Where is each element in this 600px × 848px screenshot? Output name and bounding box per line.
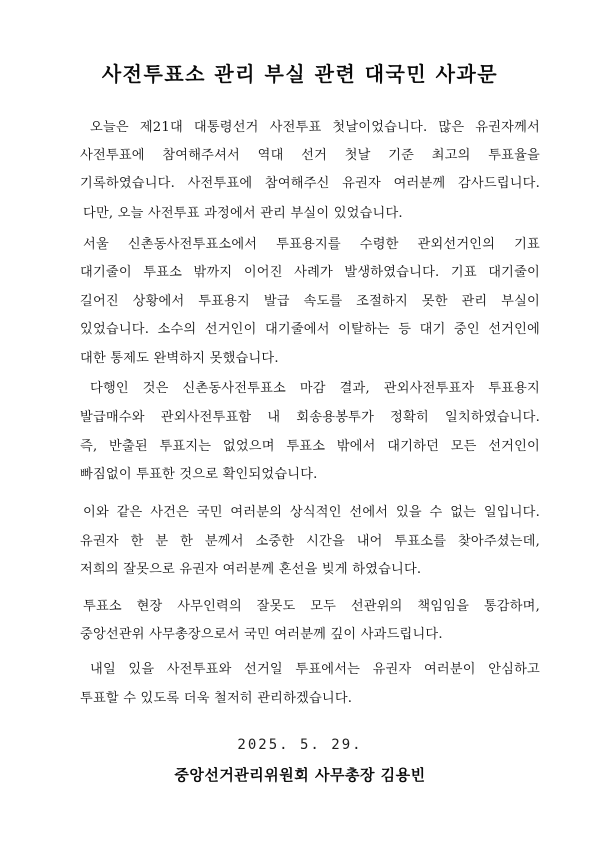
document-date: 2025. 5. 29. — [237, 737, 363, 753]
paragraph-3-line-5: 대한 통제도 완벽하지 못했습니다. — [80, 351, 279, 366]
paragraph-1-line-3: 기록하였습니다. 사전투표에 참여해주신 유권자 여러분께 감사드립니다. — [80, 176, 540, 191]
paragraph-1-line-1: 오늘은 제21대 대통령선거 사전투표 첫날이었습니다. 많은 유권자께서 — [90, 120, 540, 135]
paragraph-1-line-2: 사전투표에 참여해주셔서 역대 선거 첫날 기준 최고의 투표율을 — [80, 148, 540, 163]
document-title: 사전투표소 관리 부실 관련 대국민 사과문 — [101, 62, 499, 86]
paragraph-3-line-3: 길어진 상황에서 투표용지 발급 속도를 조절하지 못한 관리 부실이 — [80, 294, 540, 309]
paragraph-3-line-1: 서울 신촌동사전투표소에서 투표용지를 수령한 관외선거인의 기표 — [83, 237, 540, 252]
paragraph-7-line-2: 투표할 수 있도록 더욱 철저히 관리하겠습니다. — [80, 691, 353, 706]
paragraph-5-line-1: 이와 같은 사건은 국민 여러분의 상식적인 선에서 있을 수 없는 일입니다. — [83, 505, 540, 520]
paragraph-4-line-3: 즉, 반출된 투표지는 없었으며 투표소 밖에서 대기하던 모든 선거인이 — [80, 439, 540, 454]
paragraph-4-line-4: 빠짐없이 투표한 것으로 확인되었습니다. — [80, 467, 318, 482]
paragraph-6-line-2: 중앙선관위 사무총장으로서 국민 여러분께 깊이 사과드립니다. — [80, 627, 443, 642]
paragraph-5-line-3: 저희의 잘못으로 유권자 여러분께 혼선을 빚게 하였습니다. — [80, 562, 422, 577]
paragraph-4-line-2: 발급매수와 관외사전투표함 내 회송용봉투가 정확히 일치하였습니다. — [80, 410, 540, 425]
document-signature: 중앙선거관리위원회 사무총장 김용빈 — [174, 766, 426, 784]
paragraph-4-line-1: 다행인 것은 신촌동사전투표소 마감 결과, 관외사전투표자 투표용지 — [90, 381, 540, 396]
paragraph-7-line-1: 내일 있을 사전투표와 선거일 투표에서는 유권자 여러분이 안심하고 — [90, 662, 540, 677]
paragraph-2-line-1: 다만, 오늘 사전투표 과정에서 관리 부실이 있었습니다. — [83, 206, 403, 221]
paragraph-3-line-2: 대기줄이 투표소 밖까지 이어진 사례가 발생하였습니다. 기표 대기줄이 — [80, 265, 540, 280]
paragraph-3-line-4: 있었습니다. 소수의 선거인이 대기줄에서 이탈하는 등 대기 중인 선거인에 — [80, 322, 540, 337]
paragraph-6-line-1: 투표소 현장 사무인력의 잘못도 모두 선관위의 책임임을 통감하며, — [83, 599, 540, 614]
paragraph-5-line-2: 유권자 한 분 한 분께서 소중한 시간을 내어 투표소를 찾아주셨는데, — [80, 534, 540, 549]
